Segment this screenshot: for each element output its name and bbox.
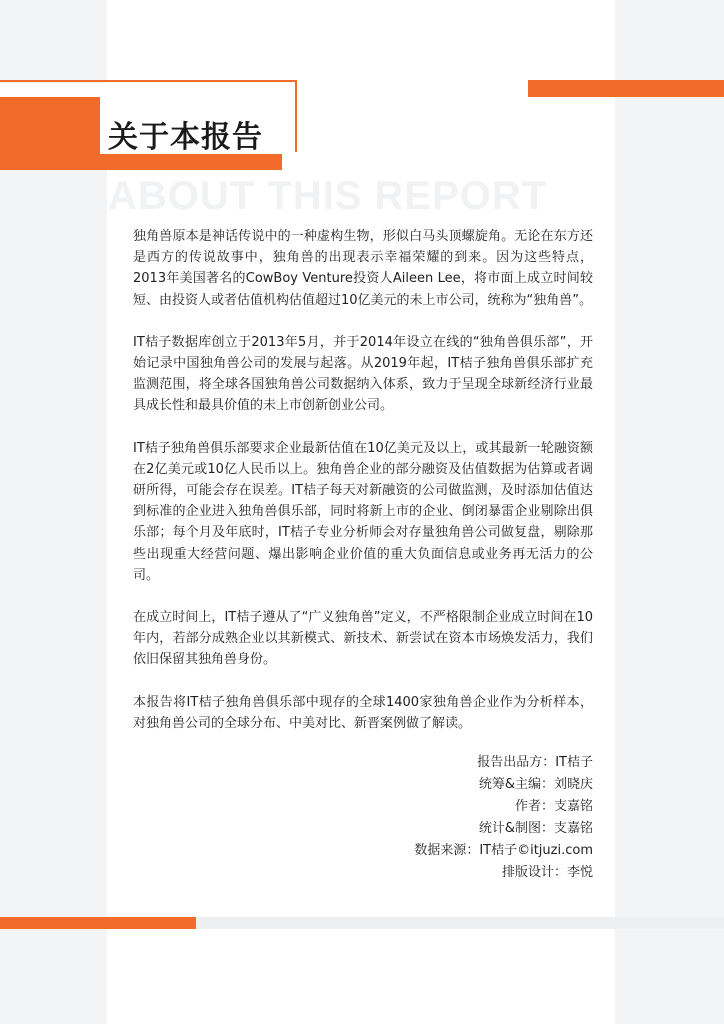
paragraph-5: 本报告将IT桔子独角兽俱乐部中现存的全球1400家独角兽企业作为分析样本，对独角兽公司的全球分布、中美对比、新晋案例做了解读。 xyxy=(133,694,593,731)
title-frame-side-line xyxy=(282,80,297,152)
credit-data-source: 数据来源：IT桔子©itjuzi.com xyxy=(414,843,593,858)
title-frame-top-line xyxy=(0,80,297,82)
bottom-band-accent xyxy=(0,917,196,929)
subtitle-watermark: ABOUT THIS REPORT xyxy=(108,174,548,218)
top-band-left xyxy=(0,83,107,97)
credit-producer: 报告出品方：IT桔子 xyxy=(477,755,593,770)
credit-editor: 统筹&主编：刘晓庆 xyxy=(478,777,593,792)
credit-layout: 排版设计：李悦 xyxy=(501,865,593,880)
top-band-accent xyxy=(528,80,724,97)
bottom-band-gray xyxy=(196,917,724,929)
page-title: 关于本报告 xyxy=(108,120,263,155)
paragraph-1: 独角兽原本是神话传说中的一种虚构生物，形似白马头顶螺旋角。无论在东方还是西方的传说故事中，独角兽的出现表示幸福荣耀的到来。因为这些特点，2013年美国著名的CowBoy Venture投资人Aileen Lee，将市面上成立时间较短、由投资人或者估值机构估值超过10亿美元的未上市公司，统称为“独角兽”。 xyxy=(133,229,593,308)
paragraph-4: 在成立时间上，IT桔子遵从了“广义独角兽”定义，不严格限制企业成立时间在10年内，若部分成熟企业以其新模式、新技术、新尝试在资本市场焕发活力，我们依旧保留其独角兽身份。 xyxy=(133,610,593,668)
credit-statistics: 统计&制图：支嘉铭 xyxy=(478,821,593,836)
credits-block xyxy=(414,752,593,884)
paragraph-2: IT桔子数据库创立于2013年5月，并于2014年设立在线的“独角兽俱乐部”，开始记录中国独角兽公司的发展与起落。从2019年起，IT桔子独角兽俱乐部扩充监测范围，将全球各国独角兽公司数据纳入体系，致力于呈现全球新经济行业最具成长性和最具价值的未上市创新创业公司。 xyxy=(133,334,593,414)
paragraph-3: IT桔子独角兽俱乐部要求企业最新估值在10亿美元及以上，或其最新一轮融资额在2亿美元或10亿人民币以上。独角兽企业的部分融资及估值数据为估算或者调研所得，可能会存在误差。IT桔子每天对新融资的公司做监测，及时添加估值达到标准的企业进入独角兽俱乐部，同时将新上市的企业、倒闭暴雷企业剔除出俱乐部；每个月及年底时，IT桔子专业分析师会对存量独角兽公司做复盘，剔除那些出现重大经营问题、爆出影响企业价值的重大负面信息或业务再无活力的公司。 xyxy=(133,440,593,583)
report-body xyxy=(133,226,593,755)
credit-author: 作者：支嘉铭 xyxy=(514,799,593,814)
